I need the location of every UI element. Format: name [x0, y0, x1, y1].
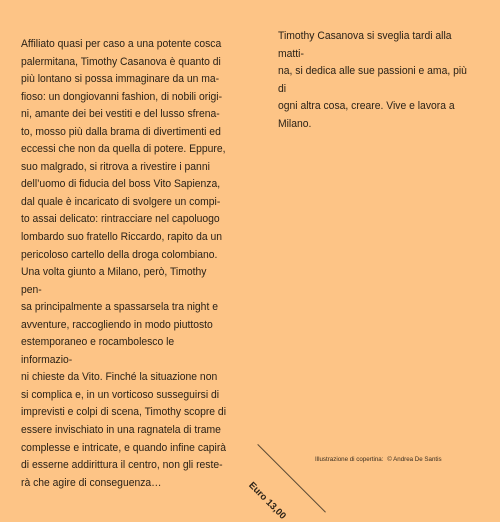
blurb-line: fioso: un dongiovanni fashion, di nobili origi- — [21, 90, 223, 103]
cover-illustration-credit — [315, 456, 444, 463]
blurb-line: eccessi che non da quella di potere. Eppure, — [21, 143, 226, 156]
blurb-line: ni, amante dei bei vestiti e del lusso sfrena- — [21, 108, 220, 121]
author-bio-line: ogni altra cosa, creare. Vive e lavora a Milano. — [278, 100, 455, 130]
blurb-line: dell’uomo di fiducia del boss Vito Sapienza, — [21, 178, 221, 191]
blurb-line: più lontano si possa immaginare da un ma- — [21, 73, 220, 86]
price-label: Euro 13,00 — [246, 480, 288, 522]
blurb-line: si complica e, in un vorticoso susseguirsi di — [21, 388, 220, 401]
blurb-line: pericoloso cartello della droga colombiano. — [21, 248, 218, 261]
blurb-text — [21, 36, 227, 492]
blurb-line: avventure, raccogliendo in modo piuttosto — [21, 318, 213, 331]
blurb-line: to, mosso più dalla brama di divertimenti ed — [21, 125, 221, 138]
credit-value: © Andrea De Santis — [387, 456, 442, 463]
blurb-line: Affiliato quasi per caso a una potente cosca — [21, 38, 222, 50]
author-bio-line: na, si dedica alle sue passioni e ama, più di — [278, 65, 467, 95]
blurb-line: suo malgrado, si ritrova a rivestire i panni — [21, 160, 210, 173]
author-bio — [278, 28, 473, 134]
blurb-line: dal quale è incaricato di svolgere un compi- — [21, 195, 221, 208]
blurb-line: ni chieste da Vito. Finché la situazione non — [21, 371, 218, 384]
blurb-line: sa principalmente a spassarsela tra night e — [21, 301, 218, 314]
blurb-line: di esserne addirittura il centro, non gli reste- — [21, 459, 223, 472]
blurb-line: lombardo suo fratello Riccardo, rapito da un — [21, 231, 222, 244]
blurb-line: to assai delicato: rintracciare nel capoluogo — [21, 213, 220, 226]
blurb-line: imprevisti e colpi di scena, Timothy scopre di — [21, 406, 227, 419]
blurb-line: palermitana, Timothy Casanova è quanto di — [21, 55, 221, 68]
blurb-line: rà che agire di conseguenza… — [21, 476, 162, 489]
author-bio-line: Timothy Casanova si sveglia tardi alla matti- — [278, 30, 452, 60]
blurb-line: complesse e intricate, e quando infine capirà — [21, 441, 227, 454]
blurb-line: Una volta giunto a Milano, però, Timothy pen- — [21, 266, 207, 296]
credit-label: Illustrazione di copertina: — [315, 456, 384, 463]
blurb-line: essere invischiato in una ragnatela di trame — [21, 424, 221, 437]
blurb-line: estemporaneo e rocambolesco le informazio- — [21, 336, 175, 366]
